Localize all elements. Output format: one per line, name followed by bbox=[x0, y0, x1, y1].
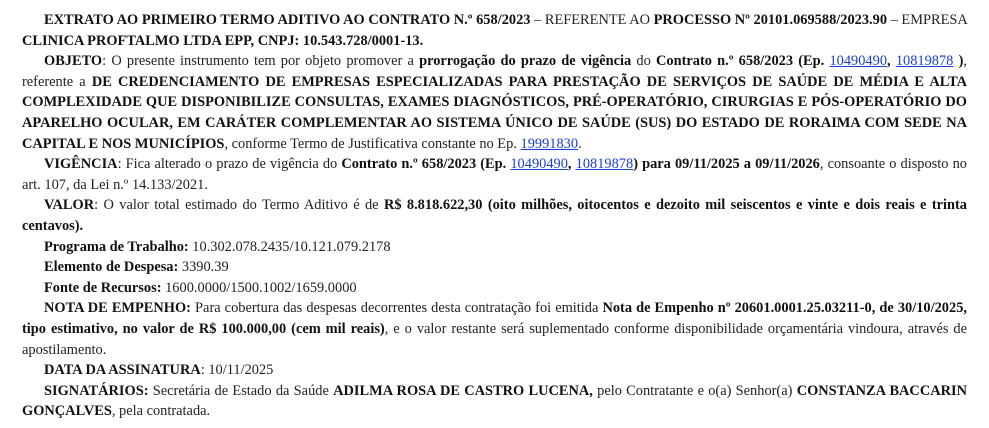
fonte-recursos-value: 1600.0000/1500.1002/1659.0000 bbox=[161, 279, 357, 296]
extrato-sep1: – REFERENTE AO bbox=[530, 12, 654, 28]
objeto-link-ep1[interactable]: 10490490 bbox=[829, 53, 888, 70]
empresa-name: CLINICA PROFTALMO LTDA EPP, CNPJ: 10.543.728/0001-13. bbox=[22, 32, 424, 49]
signatarios-text-1: Secretária de Estado da Saúde bbox=[148, 382, 334, 399]
assinatura-label: DATA DA ASSINATURA bbox=[44, 362, 201, 379]
valor-amount: R$ 8.818.622,30 (oito milhões, oitocentos e dezoito mil seiscentos e vinte e dois reais e trinta centavos). bbox=[22, 197, 967, 234]
signatarios-label: SIGNATÁRIOS: bbox=[44, 382, 149, 399]
assinatura-date: : 10/11/2025 bbox=[200, 362, 274, 379]
extrato-title: EXTRATO AO PRIMEIRO TERMO ADITIVO AO CONTRATO N.º 658/2023 bbox=[44, 12, 531, 28]
objeto-text-2: do bbox=[631, 53, 656, 70]
signatarios-text-2: pelo Contratante e o(a) Senhor(a) bbox=[592, 382, 797, 399]
valor-label: VALOR bbox=[44, 197, 95, 214]
elemento-despesa-value: 3390.39 bbox=[178, 259, 229, 276]
signatarios-text-3: , pela contratada. bbox=[111, 403, 211, 420]
objeto-close-paren: ) bbox=[958, 53, 964, 70]
elemento-despesa-label: Elemento de Despesa: bbox=[44, 259, 179, 276]
objeto-period: . bbox=[578, 135, 582, 152]
objeto-text-5: , conforme Termo de Justificativa constante no Ep. bbox=[224, 135, 521, 152]
objeto-paragraph bbox=[22, 51, 967, 154]
signatarios-paragraph bbox=[22, 381, 967, 422]
vigencia-contract: Contrato n.º 658/2023 (Ep. bbox=[341, 156, 511, 173]
extrato-paragraph bbox=[22, 10, 967, 51]
empenho-paragraph bbox=[22, 298, 967, 360]
objeto-link-ep2[interactable]: 10819878 bbox=[895, 53, 954, 70]
objeto-comma: , bbox=[887, 53, 896, 70]
vigencia-period: ) para 09/11/2025 a 09/11/2026 bbox=[633, 156, 820, 173]
elemento-despesa-line bbox=[22, 257, 967, 278]
programa-trabalho-value: 10.302.078.2435/10.121.079.2178 bbox=[188, 238, 391, 255]
empenho-text-1: Para cobertura das despesas decorrentes desta contratação foi emitida bbox=[190, 300, 603, 317]
valor-text-1: : O valor total estimado do Termo Aditivo é de bbox=[94, 197, 384, 214]
vigencia-paragraph bbox=[22, 154, 967, 195]
programa-trabalho-line bbox=[22, 237, 967, 258]
objeto-link-justificativa[interactable]: 19991830 bbox=[520, 135, 579, 152]
vigencia-link-ep2[interactable]: 10819878 bbox=[575, 156, 634, 173]
fonte-recursos-label: Fonte de Recursos: bbox=[44, 279, 162, 296]
vigencia-text-2: , consoante o disposto no art. 107, da Lei n.º 14.133/2021. bbox=[22, 156, 967, 193]
extrato-sep2: – EMPRESA bbox=[887, 12, 968, 28]
vigencia-comma: , bbox=[567, 156, 576, 173]
processo-number: PROCESSO Nº 20101.069588/2023.90 bbox=[653, 12, 888, 28]
objeto-text-4: , referente a bbox=[22, 53, 967, 90]
vigencia-link-ep1[interactable]: 10490490 bbox=[510, 156, 568, 173]
fonte-recursos-line bbox=[22, 278, 967, 299]
objeto-contract: Contrato n.º 658/2023 (Ep. bbox=[655, 53, 830, 70]
empenho-nota: Nota de Empenho nº 20601.0001.25.03211-0, de 30/10/2025, tipo estimativo, no valor de R$ 100.000,00 (cem mil reais) bbox=[22, 300, 967, 337]
signatario-contratante: ADILMA ROSA DE CASTRO LUCENA, bbox=[333, 382, 593, 399]
vigencia-label: VIGÊNCIA bbox=[44, 156, 118, 173]
objeto-text-1: : O presente instrumento tem por objeto promover a bbox=[102, 53, 420, 70]
empenho-label: NOTA DE EMPENHO: bbox=[44, 300, 191, 317]
valor-paragraph bbox=[22, 195, 967, 236]
objeto-label: OBJETO bbox=[44, 53, 103, 70]
programa-trabalho-label: Programa de Trabalho: bbox=[44, 238, 189, 255]
objeto-bold-1: prorrogação do prazo de vigência bbox=[419, 53, 632, 70]
vigencia-text-1: : Fica alterado o prazo de vigência do bbox=[117, 156, 342, 173]
objeto-description: DE CREDENCIAMENTO DE EMPRESAS ESPECIALIZADAS PARA PRESTAÇÃO DE SERVIÇOS DE SAÚDE DE MÉDIA E ALTA COMPLEXIDADE QUE DISPONIBILIZE CONSULTAS, EXAMES DIAGNÓSTICOS, PRÉ-OPERATÓRIO, CIRURGIAS E PÓS-OPERATÓRIO DO APARELHO OCULAR, EM CARÁTER COMPLEMENTAR AO SISTEMA ÚNICO DE SAÚDE (SUS) DO ESTADO DE RORAIMA COM SEDE NA CAPITAL E NOS MUNICÍPIOS bbox=[22, 73, 967, 152]
assinatura-line bbox=[22, 360, 967, 381]
signatario-contratada: CONSTANZA BACCARIN GONÇALVES bbox=[22, 382, 967, 420]
empenho-text-2: , e o valor restante será suplementado conforme disponibilidade orçamentária vindoura, através de apostilamento. bbox=[22, 320, 967, 358]
